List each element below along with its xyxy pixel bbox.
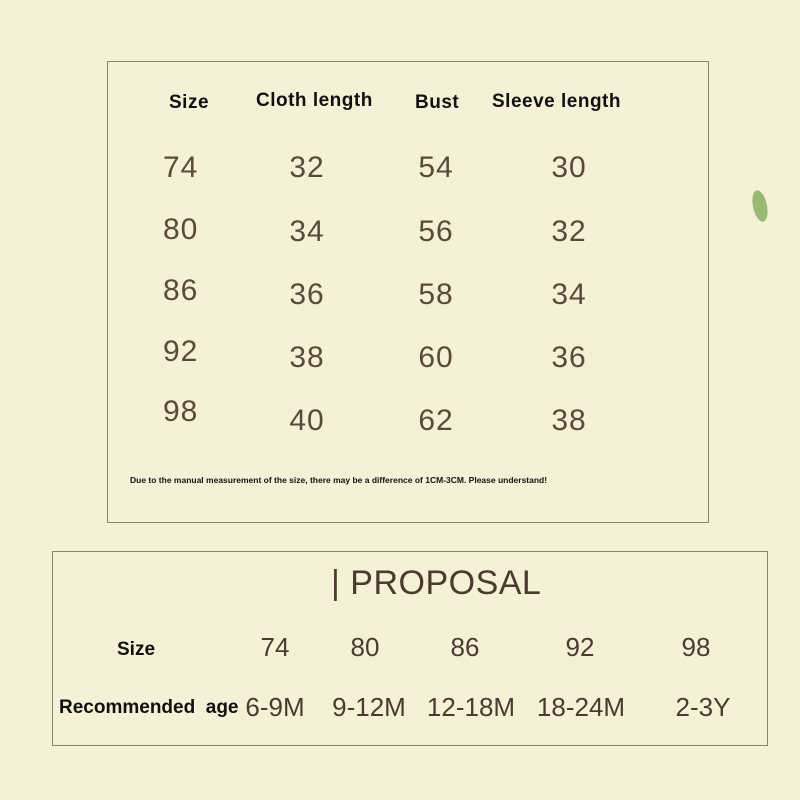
cell-sleeve-length: 34 [551, 278, 587, 311]
header-size: Size [169, 92, 210, 113]
cell-bust: 54 [418, 151, 454, 184]
cell-bust: 56 [418, 215, 454, 248]
proposal-size: 74 [260, 632, 290, 662]
proposal-age: 2-3Y [675, 692, 731, 722]
cell-size: 92 [163, 335, 199, 368]
cell-sleeve-length: 32 [551, 215, 587, 248]
proposal-age: 6-9M [245, 692, 305, 722]
cell-sleeve-length: 30 [551, 151, 587, 184]
proposal-age: 12-18M [426, 692, 516, 722]
cell-sleeve-length: 36 [551, 341, 587, 374]
cell-sleeve-length: 38 [551, 404, 587, 437]
cell-size: 98 [163, 395, 199, 428]
header-cloth-length: Cloth length [256, 90, 373, 111]
proposal-age: 9-12M [332, 692, 406, 722]
measurement-note: Due to the manual measurement of the size, there may be a difference of 1CM-3CM. Please understand! [130, 475, 548, 485]
cell-cloth-length: 32 [289, 151, 325, 184]
cell-cloth-length: 34 [289, 215, 325, 248]
leaf-icon [750, 189, 770, 223]
proposal-size: 98 [681, 632, 711, 662]
cell-size: 86 [163, 274, 199, 307]
cell-size: 74 [163, 151, 199, 184]
proposal-size-label: Size [117, 639, 156, 660]
proposal-age: 18-24M [536, 692, 626, 722]
cell-bust: 62 [418, 404, 454, 437]
header-sleeve-length: Sleeve length [492, 91, 621, 112]
proposal-size: 86 [450, 632, 480, 662]
cell-cloth-length: 40 [289, 404, 325, 437]
size-chart-table [107, 61, 709, 523]
cell-cloth-length: 36 [289, 278, 325, 311]
cell-cloth-length: 38 [289, 341, 325, 374]
proposal-size: 92 [565, 632, 595, 662]
proposal-age-label: Recommended age [59, 697, 239, 718]
cell-size: 80 [163, 213, 199, 246]
proposal-table [52, 551, 768, 746]
cell-bust: 60 [418, 341, 454, 374]
cell-bust: 58 [418, 278, 454, 311]
header-bust: Bust [415, 92, 460, 113]
proposal-size: 80 [350, 632, 380, 662]
proposal-title: | PROPOSAL [331, 564, 542, 602]
